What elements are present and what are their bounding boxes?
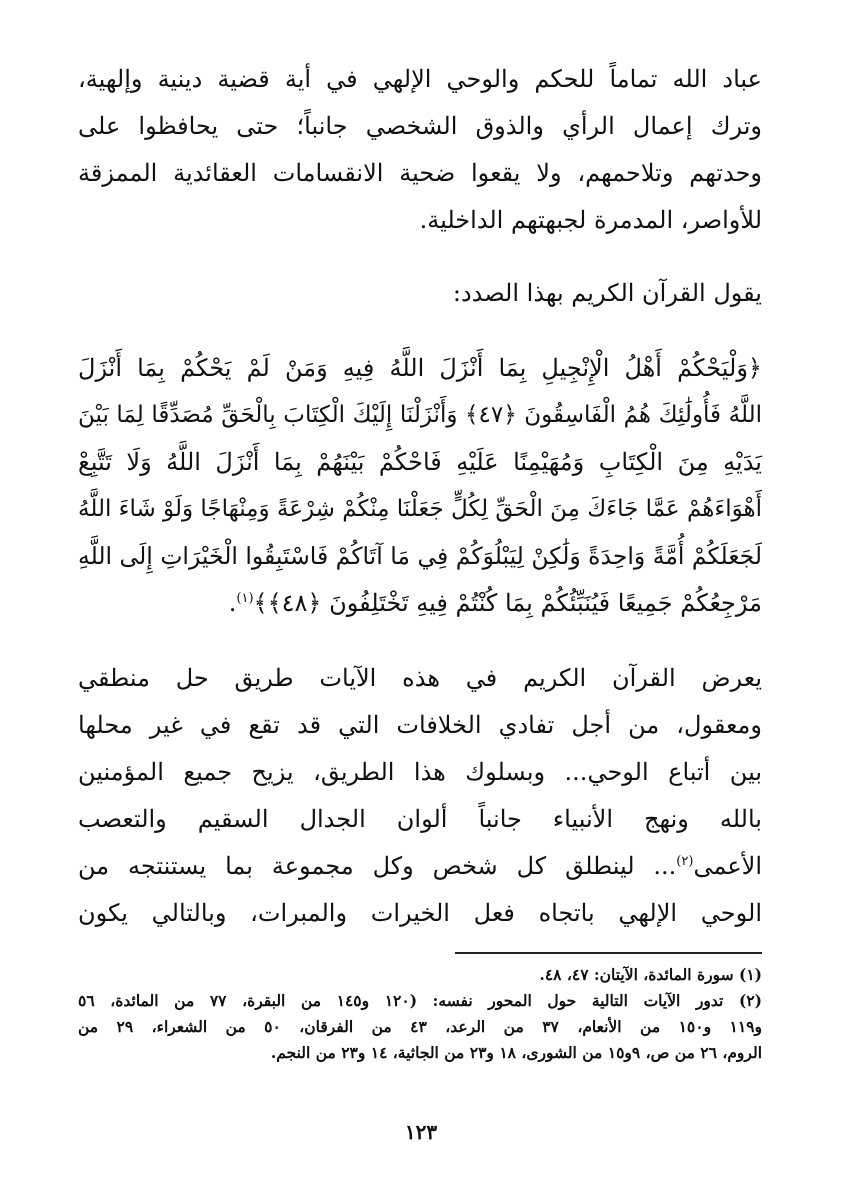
- verse-text: مَرْجِعُكُمْ جَمِيعًا فَيُنَبِّئُكُمْ بِمَا كُنْتُمْ فِيهِ تَخْتَلِفُونَ ﴿٤٨﴾﴾: [253, 589, 762, 617]
- text-line: وحدتهم وتلاحمهم، ولا يقعوا ضحية الانقسامات العقائدية الممزقة: [78, 159, 762, 187]
- text-segment: الأعمى: [693, 852, 762, 880]
- quran-verse: [78, 345, 762, 627]
- text-line: ومعقول، من أجل تفادي الخلافات التي قد تقع في غير محلها: [78, 711, 762, 739]
- text-line: بالله ونهج الأنبياء جانباً ألوان الجدال السقيم والتعصب: [78, 805, 762, 833]
- footnote-text: سورة المائدة، الآيتان: ٤٧، ٤٨.: [539, 965, 734, 984]
- verse-line-last: [78, 580, 762, 627]
- text-line: بين أتباع الوحي... وبسلوك هذا الطريق، يزيح جميع المؤمنين: [78, 758, 762, 786]
- text-line: الوحي الإلهي باتجاه فعل الخيرات والمبرات، وبالتالي يكون: [78, 899, 762, 927]
- text-segment: ... لينطلق كل شخص وكل مجموعة بما يستنتجه من: [78, 852, 677, 880]
- paragraph-1: [78, 56, 762, 244]
- footnotes: [78, 962, 762, 1066]
- footnote-number: (١): [738, 965, 762, 984]
- footnote-divider: [455, 952, 762, 954]
- footnote-2-continued: الروم، ٢٦ من ص، ٩و١٥ من الشورى، ١٨ و٢٣ من الجاثية، ١٤ و٢٣ من النجم.: [270, 1043, 762, 1062]
- verse-end-mark: .: [228, 589, 237, 617]
- footnote-text: تدور الآيات التالية حول المحور نفسه: (١٢٠ و١٤٥ من البقرة، ٧٧ من المائدة، ٥٦: [78, 991, 724, 1010]
- paragraph-2: [78, 655, 762, 937]
- footnote-1: [78, 962, 762, 988]
- footnote-ref: (١): [236, 591, 254, 606]
- verse-line: لَجَعَلَكُمْ أُمَّةً وَاحِدَةً وَلَٰكِنْ لِيَبْلُوَكُمْ فِي مَا آتَاكُمْ فَاسْتَبِقُوا الْخَيْرَاتِ إِلَى اللَّهِ: [78, 542, 762, 570]
- footnote-number: (٢): [738, 991, 762, 1010]
- verse-line: اللَّهُ فَأُولَٰئِكَ هُمُ الْفَاسِقُونَ ﴿٤٧﴾ وَأَنْزَلْنَا إِلَيْكَ الْكِتَابَ بِالْحَقِّ مُصَدِّقًا لِمَا بَيْنَ: [78, 402, 762, 428]
- text-line: يقول القرآن الكريم بهذا الصدد:: [452, 279, 762, 307]
- text-line: عباد الله تماماً للحكم والوحي الإلهي في أية قضية دينية وإلهية،: [78, 65, 762, 93]
- verse-line: أَهْوَاءَهُمْ عَمَّا جَاءَكَ مِنَ الْحَقِّ لِكُلٍّ جَعَلْنَا مِنْكُمْ شِرْعَةً وَمِنْهَاجًا وَلَوْ شَاءَ اللَّهُ: [78, 496, 762, 522]
- text-line: للأواصر، المدمرة لجبهتهم الداخلية.: [419, 206, 762, 234]
- text-line: وترك إعمال الرأي والذوق الشخصي جانباً؛ حتى يحافظوا على: [78, 112, 762, 140]
- verse-intro: [78, 270, 762, 317]
- verse-line: ﴿وَلْيَحْكُمْ أَهْلُ الْإِنْجِيلِ بِمَا أَنْزَلَ اللَّهُ فِيهِ وَمَنْ لَمْ يَحْكُمْ بِمَا أَنْزَلَ: [78, 354, 762, 382]
- footnote-2-continued: و١١٩ و١٥٠ من الأنعام، ٣٧ من الرعد، ٤٣ من الفرقان، ٥٠ من الشعراء، ٢٩ من: [78, 1017, 762, 1036]
- footnote-ref: (٢): [676, 854, 694, 869]
- text-line: [78, 843, 762, 890]
- footnote-2: [78, 988, 762, 1014]
- verse-line: يَدَيْهِ مِنَ الْكِتَابِ وَمُهَيْمِنًا عَلَيْهِ فَاحْكُمْ بَيْنَهُمْ بِمَا أَنْزَلَ اللَّهُ وَلَا تَتَّبِعْ: [78, 448, 762, 476]
- page-number: ١٢٣: [404, 1120, 438, 1144]
- text-line: يعرض القرآن الكريم في هذه الآيات طريق حل منطقي: [78, 664, 762, 692]
